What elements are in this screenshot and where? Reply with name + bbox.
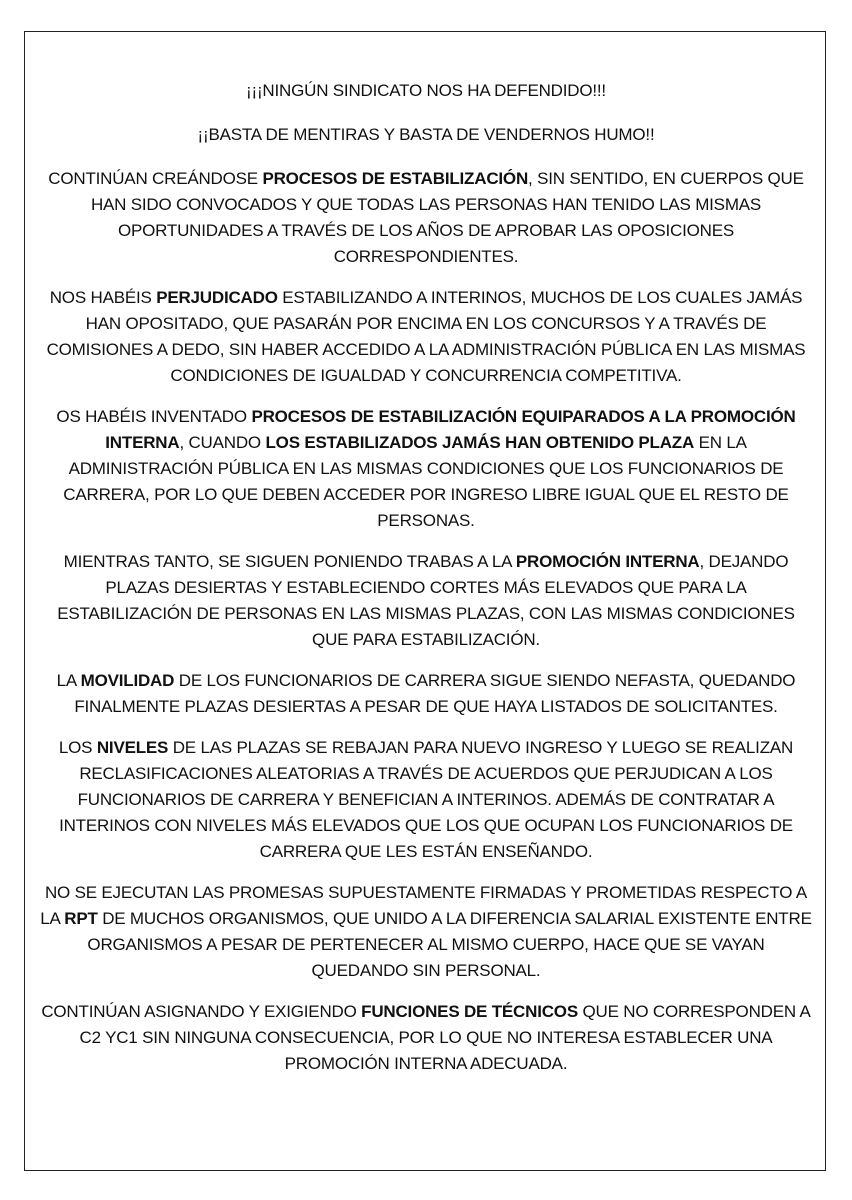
emphasis: NIVELES [96,738,169,757]
flyer-content [40,78,812,1092]
paragraph-promocion-equiparada [40,404,812,534]
paragraph-niveles [40,735,812,865]
emphasis: LOS ESTABILIZADOS JAMÁS HAN OBTENIDO PLAZA [265,433,695,452]
paragraph-perjudicado [40,285,812,389]
text: OS HABÉIS INVENTADO [56,407,252,426]
text: NOS HABÉIS [49,288,157,307]
heading-2: ¡¡BASTA DE MENTIRAS Y BASTA DE VENDERNOS HUMO!! [197,125,655,144]
text: DE MUCHOS ORGANISMOS, QUE UNIDO A LA DIFERENCIA SALARIAL EXISTENTE ENTRE ORGANISMOS A PESAR DE PERTENECER AL MISMO CUERPO, HACE QUE SE VAYAN QUEDANDO SIN PERSONAL. [87,909,812,980]
paragraph-rpt [40,880,812,984]
text: LOS [58,738,97,757]
text: , CUANDO [179,433,266,452]
text: CONTINÚAN ASIGNANDO Y EXIGIENDO [41,1002,362,1021]
emphasis: FUNCIONES DE TÉCNICOS [361,1002,578,1021]
text: QUE NO CORRESPONDEN A C2 YC1 SIN NINGUNA CONSECUENCIA, POR LO QUE NO INTERESA ESTABLECER UNA PROMOCIÓN INTERNA ADECUADA. [79,1002,811,1073]
text: , SIN SENTIDO, EN CUERPOS QUE HAN SIDO CONVOCADOS Y QUE TODAS LAS PERSONAS HAN TENIDO LAS MISMAS OPORTUNIDADES A TRAVÉS DE LOS AÑOS DE APROBAR LAS OPOSICIONES CORRESPONDIENTES. [90,169,804,266]
emphasis: PROCESOS DE ESTABILIZACIÓN EQUIPARADOS A LA PROMOCIÓN INTERNA [105,407,796,452]
paragraph-funciones-tecnicos [40,999,812,1077]
emphasis: MOVILIDAD [80,671,175,690]
text: , DEJANDO PLAZAS DESIERTAS Y ESTABLECIENDO CORTES MÁS ELEVADOS QUE PARA LA ESTABILIZACIÓN DE PERSONAS EN LAS MISMAS PLAZAS, CON LAS MISMAS CONDICIONES QUE PARA ESTABILIZACIÓN. [57,552,795,649]
text: NO SE EJECUTAN LAS PROMESAS SUPUESTAMENTE FIRMADAS Y PROMETIDAS RESPECTO A LA [40,883,807,928]
emphasis: PROCESOS DE ESTABILIZACIÓN [262,169,529,188]
emphasis: PROMOCIÓN INTERNA [515,552,700,571]
text: MIENTRAS TANTO, SE SIGUEN PONIENDO TRABAS A LA [63,552,516,571]
emphasis: PERJUDICADO [156,288,278,307]
text: EN LA ADMINISTRACIÓN PÚBLICA EN LAS MISMAS CONDICIONES QUE LOS FUNCIONARIOS DE CARRERA, POR LO QUE DEBEN ACCEDER POR INGRESO LIBRE IGUAL QUE EL RESTO DE PERSONAS. [63,433,789,530]
emphasis: RPT [64,909,98,928]
text: DE LAS PLAZAS SE REBAJAN PARA NUEVO INGRESO Y LUEGO SE REALIZAN RECLASIFICACIONES ALEATORIAS A TRAVÉS DE ACUERDOS QUE PERJUDICAN A LOS FUNCIONARIOS DE CARRERA Y BENEFICIAN A INTERINOS. ADEMÁS DE CONTRATAR A INTERINOS CON NIVELES MÁS ELEVADOS QUE LOS QUE OCUPAN LOS FUNCIONARIOS DE CARRERA QUE LES ESTÁN ENSEÑANDO. [59,738,794,861]
text: CONTINÚAN CREÁNDOSE [48,169,263,188]
text: LA [56,671,81,690]
paragraph-movilidad [40,668,812,720]
text: DE LOS FUNCIONARIOS DE CARRERA SIGUE SIENDO NEFASTA, QUEDANDO FINALMENTE PLAZAS DESIERTAS A PESAR DE QUE HAYA LISTADOS DE SOLICITANTES. [74,671,796,716]
paragraph-estabilizacion [40,166,812,270]
heading-1: ¡¡¡NINGÚN SINDICATO NOS HA DEFENDIDO!!! [246,81,606,100]
text: ESTABILIZANDO A INTERINOS, MUCHOS DE LOS CUALES JAMÁS HAN OPOSITADO, QUE PASARÁN POR ENCIMA EN LOS CONCURSOS Y A TRAVÉS DE COMISIONES A DEDO, SIN HABER ACCEDIDO A LA ADMINISTRACIÓN PÚBLICA EN LAS MISMAS CONDICIONES DE IGUALDAD Y CONCURRENCIA COMPETITIVA. [46,288,806,385]
paragraph-promocion-interna [40,549,812,653]
